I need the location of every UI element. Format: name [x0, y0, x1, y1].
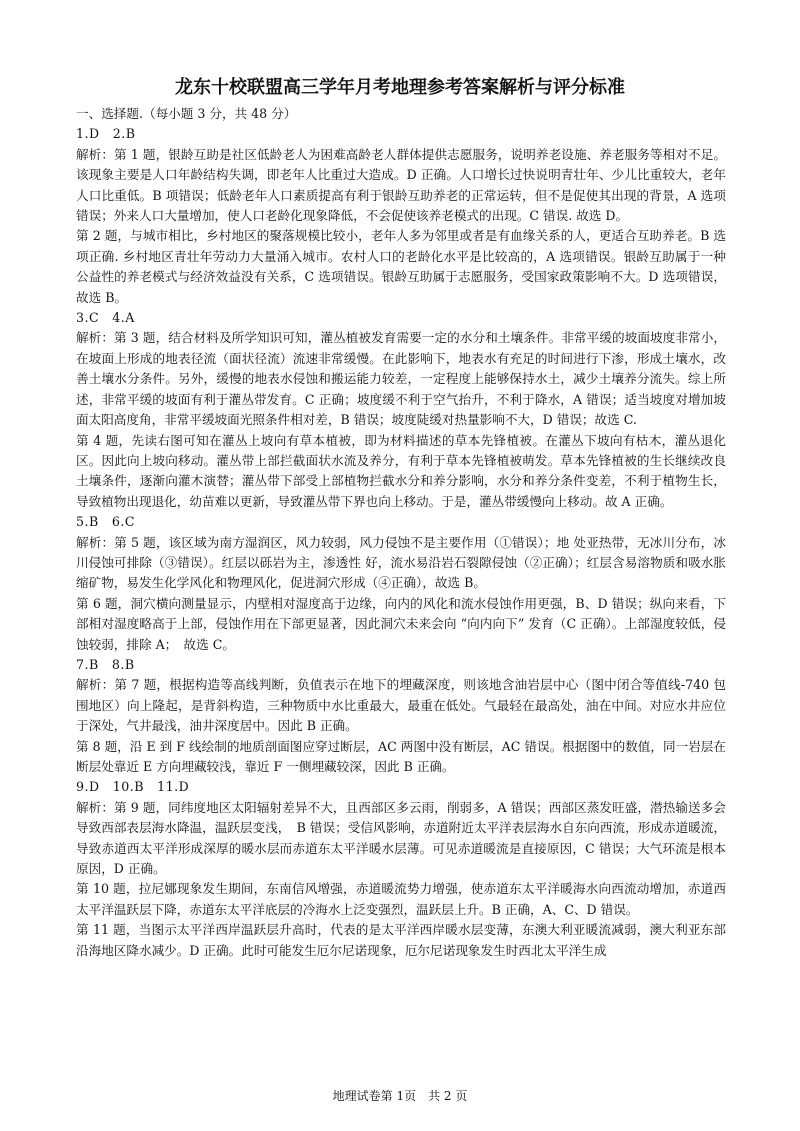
explanation-paragraph: 解析：第 3 题，结合材料及所学知识可知，灌丛植被发育需要一定的水分和土壤条件。非常平缓的坡面坡度非常小，在坡面上形成的地表径流（面状径流）流速非常缓慢。在此影响下，地表水有充足的时间进行下渗，形成土壤水，改善土壤水分条件。另外，缓慢的地表水侵蚀和搬运能力较差，一定程度上能够保持水土，减少土壤养分流失。综上所述，非常平缓的坡面有利于灌丛带发育。C 正确；坡度缓不利于空气抬升，不利于降水，A 错误；适当坡度对增加坡面太阳高度角，非常平缓坡面光照条件相对差，B 错误；坡度陡缓对热量影响不大，D 错误；故选 C. [76, 330, 726, 428]
explanation-paragraph: 第 4 题，先读右图可知在灌丛上坡向有草本植被，即为材料描述的草本先锋植被。在灌丛下坡向有枯木，灌丛退化区。因此向上坡向移动。灌丛带上部拦截面状水流及养分，有利于草本先锋植被萌发。草本先锋植被的生长继续改良土壤条件，逐渐向灌木演替；灌丛带下部受上部植物拦截水分和养分影响，水分和养分条件变差，不利于植物生长，导致植物出现退化，幼苗难以更新，导致灌丛带下界也向上移动。于是，灌丛带缓慢向上移动。故 A 正确。 [76, 432, 726, 509]
answer-line: 7.B 8.B [76, 656, 135, 672]
explanation-paragraph: 解析：第 7 题，根据构造等高线判断，负值表示在地下的埋藏深度，则该地含油岩层中心（图中闭合等值线-740 包围地区）向上隆起，是背斜构造，三种物质中水比重最大，最重在低处。气最轻在最高处，油在中间。对应水井应位于深处，气井最浅，油井深度居中。因此 B 正确。 [76, 677, 726, 734]
explanation-paragraph: 第 10 题，拉尼娜现象发生期间，东南信风增强，赤道暖流势力增强，使赤道东太平洋暖海水向西流动增加，赤道西太平洋温跃层下降，赤道东太平洋底层的冷海水上泛变强烈，温跃层上升。B 正确，A、C、D 错误。 [76, 881, 726, 917]
answer-line: 5.B 6.C [76, 514, 136, 530]
section-heading: 一、选择题.（每小题 3 分，共 48 分） [76, 106, 297, 121]
page-footer: 地理试卷第 1页 共 2 页 [332, 1089, 468, 1103]
answer-line: 9.D 10.B 11.D [76, 779, 190, 795]
explanation-paragraph: 第 2 题，与城市相比，乡村地区的聚落规模比较小，老年人多为邻里或者是有血缘关系的人，更适合互助养老。B 选项正确. 乡村地区青壮年劳动力大量涌入城市。农村人口的老龄化水平是比较高的，A 选项错误。银龄互助属于一种公益性的养老模式与经济效益没有关系，C 选项错误。银龄互助属于志愿服务，受国家政策影响不大。D 选项错误，故选 B。 [76, 228, 726, 305]
answer-content [76, 104, 726, 961]
answer-line: 3.C 4.A [76, 310, 135, 326]
explanation-paragraph: 第 11 题，当图示太平洋西岸温跃层升高时，代表的是太平洋西岸暖水层变薄，东澳大利亚暖流减弱，澳大利亚东部沿海地区降水减少。D 正确。此时可能发生厄尔尼诺现象，厄尔尼诺现象发生时西北太平洋生成 [76, 922, 726, 958]
explanation-paragraph: 第 8 题，沿 E 到 F 线绘制的地质剖面图应穿过断层，AC 两图中没有断层，AC 错误。根据图中的数值，同一岩层在断层处靠近 E 方向埋藏较浅，靠近 F 一侧埋藏较深，因此 B 正确。 [76, 738, 726, 774]
explanation-paragraph: 解析：第 9 题，同纬度地区太阳辐射差异不大，且西部区多云雨，削弱多，A 错误；西部区蒸发旺盛，潜热输送多会导致西部表层海水降温，温跃层变浅， B 错误；受信风影响，赤道附近太平洋表层海水自东向西流，形成赤道暖流，导致赤道西太平洋形成深厚的暖水层而赤道东太平洋暖水层薄。可见赤道暖流是直接原因，C 错误；大气环流是根本原因，D 正确。 [76, 799, 726, 877]
answer-line: 1.D 2.B [76, 126, 136, 142]
explanation-paragraph: 解析：第 1 题，银龄互助是社区低龄老人为困难高龄老人群体提供志愿服务，说明养老设施、养老服务等相对不足。该现象主要是人口年龄结构失调，即老年人比重过大造成。D 正确。人口增长过快说明青壮年、少儿比重较大，老年人口比重低。B 项错误；低龄老年人口素质提高有利于银龄互助养老的正常运转，但不是促使其出现的背景，A 选项错误；外来人口大量增加，使人口老龄化现象降低，不会促使该养老模式的出现。C 错误. 故选 D。 [76, 146, 726, 224]
page-title: 龙东十校联盟高三学年月考地理参考答案解析与评分标准 [175, 77, 625, 98]
explanation-paragraph: 第 6 题，洞穴横向测量显示，内壁相对湿度高于边缘，向内的风化和流水侵蚀作用更强，B、D 错误；纵向来看，下部相对湿度略高于上部，侵蚀作用在下部更显著，因此洞穴未来会向 “向内向下” 发育（C 正确）。上部湿度较低，侵蚀较弱，排除 A； 故选 C。 [76, 595, 726, 652]
explanation-paragraph: 解析：第 5 题，该区域为南方湿润区，风力较弱，风力侵蚀不是主要作用（①错误）；地 处亚热带，无冰川分布，冰川侵蚀可排除（③错误）。红层以砾岩为主，渗透性 好，流水易沿岩石裂隙侵蚀（②正确）；红层含易溶物质和吸水胀缩矿物，易发生化学风化和物理风化，促进洞穴形成（④正确），故选 B。 [76, 534, 726, 591]
